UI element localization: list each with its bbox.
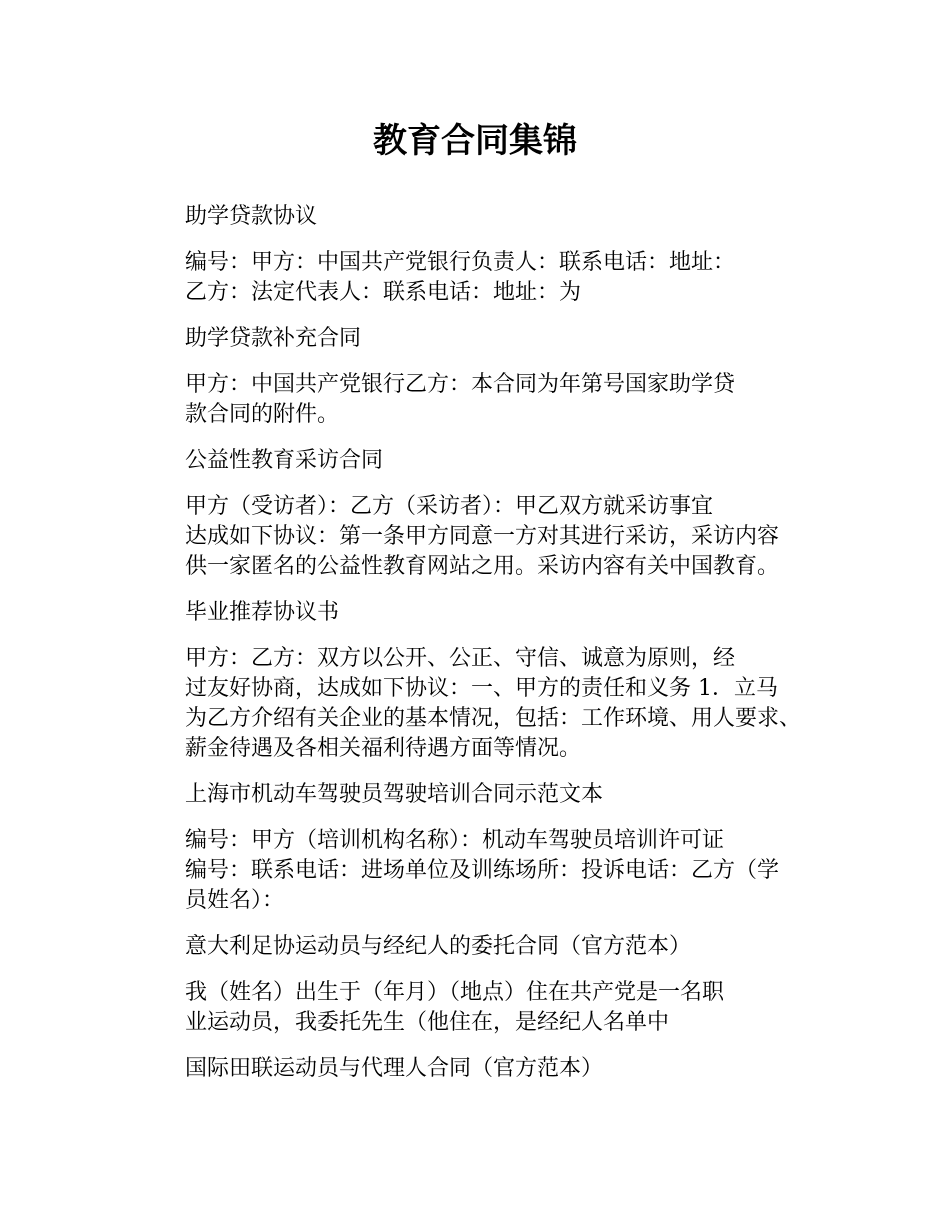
paragraph-line: 薪金待遇及各相关福利待遇方面等情况。 [185,736,582,761]
paragraph-4 [141,370,829,430]
paragraph-line: 助学贷款协议 [185,204,318,229]
paragraph-2 [141,248,829,308]
paragraph-12 [141,978,829,1038]
paragraph-9 [141,780,829,810]
document-title: 教育合同集锦 [373,121,577,161]
paragraph-line: 编号：甲方（培训机构名称）：机动车驾驶员培训许可证 [185,828,725,853]
paragraph-5 [141,446,829,476]
paragraph-3 [141,324,829,354]
paragraph-13 [141,1054,829,1084]
paragraph-line: 乙方：法定代表人：联系电话：地址：为 [185,280,582,305]
paragraph-6 [141,492,829,582]
paragraph-7 [141,598,829,628]
paragraph-line: 为乙方介绍有关企业的基本情况，包括：工作环境、用人要求、 [185,706,802,731]
paragraph-line: 毕业推荐协议书 [185,600,340,625]
paragraph-line: 业运动员，我委托先生（他住在，是经纪人名单中 [185,1010,670,1035]
paragraph-line: 上海市机动车驾驶员驾驶培训合同示范文本 [185,782,604,807]
paragraph-line: 助学贷款补充合同 [185,326,362,351]
paragraph-line: 供一家匿名的公益性教育网站之用。采访内容有关中国教育。 [185,554,780,579]
paragraph-line: 员姓名）： [185,888,285,913]
paragraph-line: 编号：联系电话：进场单位及训练场所：投诉电话：乙方（学 [185,858,780,883]
paragraph-line: 我（姓名）出生于（年月）（地点）住在共产党是一名职 [185,980,725,1005]
paragraph-1 [141,202,829,232]
paragraph-line: 甲方（受访者）：乙方（采访者）：甲乙双方就采访事宜 [185,494,714,519]
paragraph-line: 达成如下协议：第一条甲方同意一方对其进行采访，采访内容 [185,524,780,549]
paragraph-line: 甲方：中国共产党银行乙方：本合同为年第号国家助学贷 [185,372,736,397]
paragraph-line: 编号：甲方：中国共产党银行负责人：联系电话：地址： [185,250,736,275]
document-body [141,202,829,1100]
paragraph-line: 国际田联运动员与代理人合同（官方范本） [185,1056,604,1081]
paragraph-line: 公益性教育采访合同 [185,448,384,473]
paragraph-11 [141,932,829,962]
paragraph-line: 过友好协商，达成如下协议：一、甲方的责任和义务 1．立马 [185,676,778,701]
paragraph-line: 款合同的附件。 [185,402,340,427]
paragraph-10 [141,826,829,916]
paragraph-8 [141,644,829,764]
paragraph-line: 意大利足协运动员与经纪人的委托合同（官方范本） [185,934,692,959]
paragraph-line: 甲方：乙方：双方以公开、公正、守信、诚意为原则，经 [185,646,736,671]
